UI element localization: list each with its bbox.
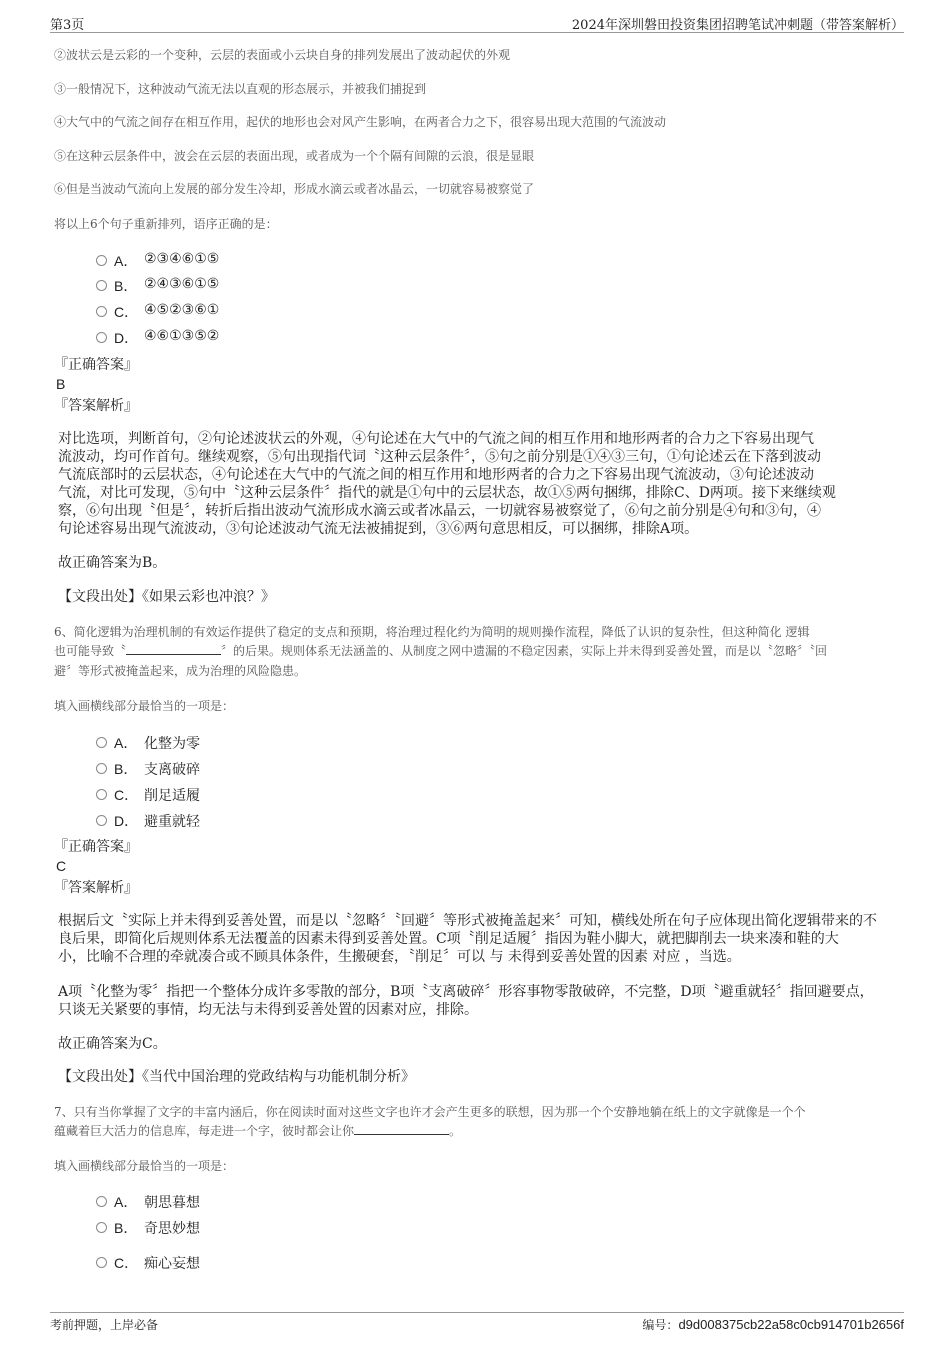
- analysis-line: 察，⑥句出现〝但是〞，转折后指出波动气流形成水滴云或者冰晶云，一切就容易被察觉了，⑥句之前分别是④句和③句，④: [58, 503, 821, 519]
- option-letter: B．: [114, 278, 138, 294]
- radio-icon[interactable]: [96, 1222, 107, 1233]
- code-value: d9d008375cb22a58c0cb914701b2656f: [678, 1317, 904, 1332]
- q6-stem-line: [54, 642, 827, 661]
- option-text: 削足适履: [144, 788, 200, 804]
- analysis-line: 小，比喻不合理的牵就凑合或不顾具体条件，生搬硬套，〝削足〞可以 与 未得到妥善处置的因素 对应 ，当选。: [58, 949, 741, 965]
- conclusion: 故正确答案为C。: [58, 1036, 167, 1052]
- document-code: [642, 1316, 904, 1333]
- question-prompt: 填入画横线部分最恰当的一项是：: [54, 1159, 235, 1173]
- q6-stem-line: 6、简化逻辑为治理机制的有效运作提供了稳定的支点和预期，将治理过程化约为简明的规则操作流程，降低了认识的复杂性，但这种简化 逻辑: [54, 625, 810, 639]
- analysis-line: 气流，对比可发现，⑤句中〝这种云层条件〞指代的就是①句中的云层状态，故①⑤两句捆绑，排除C、D两项。接下来继续观: [58, 485, 836, 501]
- radio-icon[interactable]: [96, 306, 107, 317]
- answer-value: C: [56, 858, 67, 874]
- question-prompt: 将以上6个句子重新排列，语序正确的是：: [54, 217, 278, 231]
- option-text: 奇思妙想: [144, 1221, 200, 1237]
- radio-icon[interactable]: [96, 1196, 107, 1207]
- question-prompt: 填入画横线部分最恰当的一项是：: [54, 699, 235, 713]
- radio-icon[interactable]: [96, 789, 107, 800]
- sentence-6: ⑥但是当波动气流向上发展的部分发生冷却，形成水滴云或者冰晶云，一切就容易被察觉了: [54, 182, 535, 196]
- fill-blank: [354, 1123, 449, 1135]
- analysis-line: 气流底部时的云层状态，④句论述在大气中的气流之间的相互作用和地形两者的合力之下容易出现气流波动，③句论述波动: [58, 467, 814, 483]
- option-text: 支离破碎: [144, 762, 200, 778]
- source-citation: 【文段出处】《如果云彩也冲浪？》: [58, 589, 275, 605]
- radio-icon[interactable]: [96, 280, 107, 291]
- q7-stem-line: 7、只有当你掌握了文字的丰富内涵后，你在阅读时面对这些文字也许才会产生更多的联想，因为那一个个安静地躺在纸上的文字就像是一个个: [54, 1105, 806, 1119]
- option-text: ④⑤②③⑥①: [144, 302, 220, 318]
- option-letter: B．: [114, 1220, 138, 1236]
- option-text: ④⑥①③⑤②: [144, 328, 220, 344]
- option-letter: C．: [114, 787, 139, 803]
- conclusion: 故正确答案为B。: [58, 555, 167, 571]
- answer-value: B: [56, 376, 66, 392]
- radio-icon[interactable]: [96, 815, 107, 826]
- document-title: 2024年深圳磐田投资集团招聘笔试冲刺题（带答案解析）: [571, 18, 904, 33]
- option-text: ②③④⑥①⑤: [144, 251, 220, 267]
- sentence-3: ③一般情况下，这种波动气流无法以直观的形态展示，并被我们捕捉到: [54, 82, 427, 96]
- option-letter: C．: [114, 304, 139, 320]
- page-number: 第3页: [50, 18, 85, 33]
- option-letter: D．: [114, 813, 139, 829]
- source-citation: 【文段出处】《当代中国治理的党政结构与功能机制分析》: [58, 1069, 415, 1085]
- page-footer: [50, 1312, 904, 1335]
- sentence-4: ④大气中的气流之间存在相互作用，起伏的地形也会对风产生影响，在两者合力之下，很容易出现大范围的气流波动: [54, 115, 667, 129]
- radio-icon[interactable]: [96, 737, 107, 748]
- option-letter: A．: [114, 735, 138, 751]
- analysis-line: 对比选项，判断首句，②句论述波状云的外观，④句论述在大气中的气流之间的相互作用和地形两者的合力之下容易出现气: [58, 431, 814, 447]
- q7-stem-text: 蕴藏着巨大活力的信息库，每走进一个字，彼时都会让你: [54, 1124, 355, 1138]
- option-text: 化整为零: [144, 736, 200, 752]
- option-letter: D．: [114, 330, 139, 346]
- radio-icon[interactable]: [96, 332, 107, 343]
- answer-label: 『正确答案』: [54, 839, 138, 855]
- q6-stem-text: 〞的后果。规则体系无法涵盖的、从制度之网中遗漏的不稳定因素，实际上并未得到妥善处置，而是以〝忽略〞〝回: [221, 644, 828, 658]
- analysis-line: 良后果，即简化后规则体系无法覆盖的因素未得到妥善处置。C项〝削足适履〞指因为鞋小脚大，就把脚削去一块来凑和鞋的大: [58, 931, 839, 947]
- q6-stem-text: 也可能导致〝: [54, 644, 127, 658]
- option-letter: A．: [114, 253, 138, 269]
- radio-icon[interactable]: [96, 763, 107, 774]
- radio-icon[interactable]: [96, 1257, 107, 1268]
- analysis-label: 『答案解析』: [54, 398, 138, 414]
- sentence-5: ⑤在这种云层条件中，波会在云层的表面出现，或者成为一个个隔有间隙的云浪，很是显眼: [54, 149, 535, 163]
- analysis-line: A项〝化整为零〞指把一个整体分成许多零散的部分，B项〝支离破碎〞形容事物零散破碎，不完整，D项〝避重就轻〞指回避要点，: [58, 984, 874, 1000]
- code-label: 编号：: [642, 1318, 679, 1332]
- analysis-line: 流波动，均可作首句。继续观察，⑤句出现指代词〝这种云层条件〞，⑤句之前分别是①④③三句，①句论述云在下落到波动: [58, 449, 821, 465]
- analysis-line: 句论述容易出现气流波动，③句论述波动气流无法被捕捉到，③⑥两句意思相反，可以捆绑，排除A项。: [58, 521, 699, 537]
- radio-icon[interactable]: [96, 255, 107, 266]
- option-letter: C．: [114, 1255, 139, 1271]
- option-letter: A．: [114, 1194, 138, 1210]
- option-text: ②④③⑥①⑤: [144, 276, 220, 292]
- sentence-2: ②波状云是云彩的一个变种，云层的表面或小云块自身的排列发展出了波动起伏的外观: [54, 48, 511, 62]
- q7-stem-text: 。: [449, 1124, 462, 1138]
- footer-slogan: 考前押题，上岸必备: [50, 1318, 159, 1332]
- analysis-line: 只谈无关紧要的事情，均无法与未得到妥善处置的因素对应，排除。: [58, 1002, 478, 1018]
- option-text: 朝思暮想: [144, 1195, 200, 1211]
- answer-label: 『正确答案』: [54, 357, 138, 373]
- q6-stem-line: 避〞等形式被掩盖起来，成为治理的风险隐患。: [54, 664, 307, 678]
- option-letter: B．: [114, 761, 138, 777]
- option-text: 避重就轻: [144, 814, 200, 830]
- page-header: [50, 14, 904, 33]
- analysis-line: 根据后文〝实际上并未得到妥善处置，而是以〝忽略〞〝回避〞等形式被掩盖起来〞可知，横线处所在句子应体现出简化逻辑带来的不: [58, 913, 877, 929]
- analysis-label: 『答案解析』: [54, 880, 138, 896]
- fill-blank: [126, 643, 221, 655]
- q7-stem-line: [54, 1122, 461, 1141]
- option-text: 痴心妄想: [144, 1256, 200, 1272]
